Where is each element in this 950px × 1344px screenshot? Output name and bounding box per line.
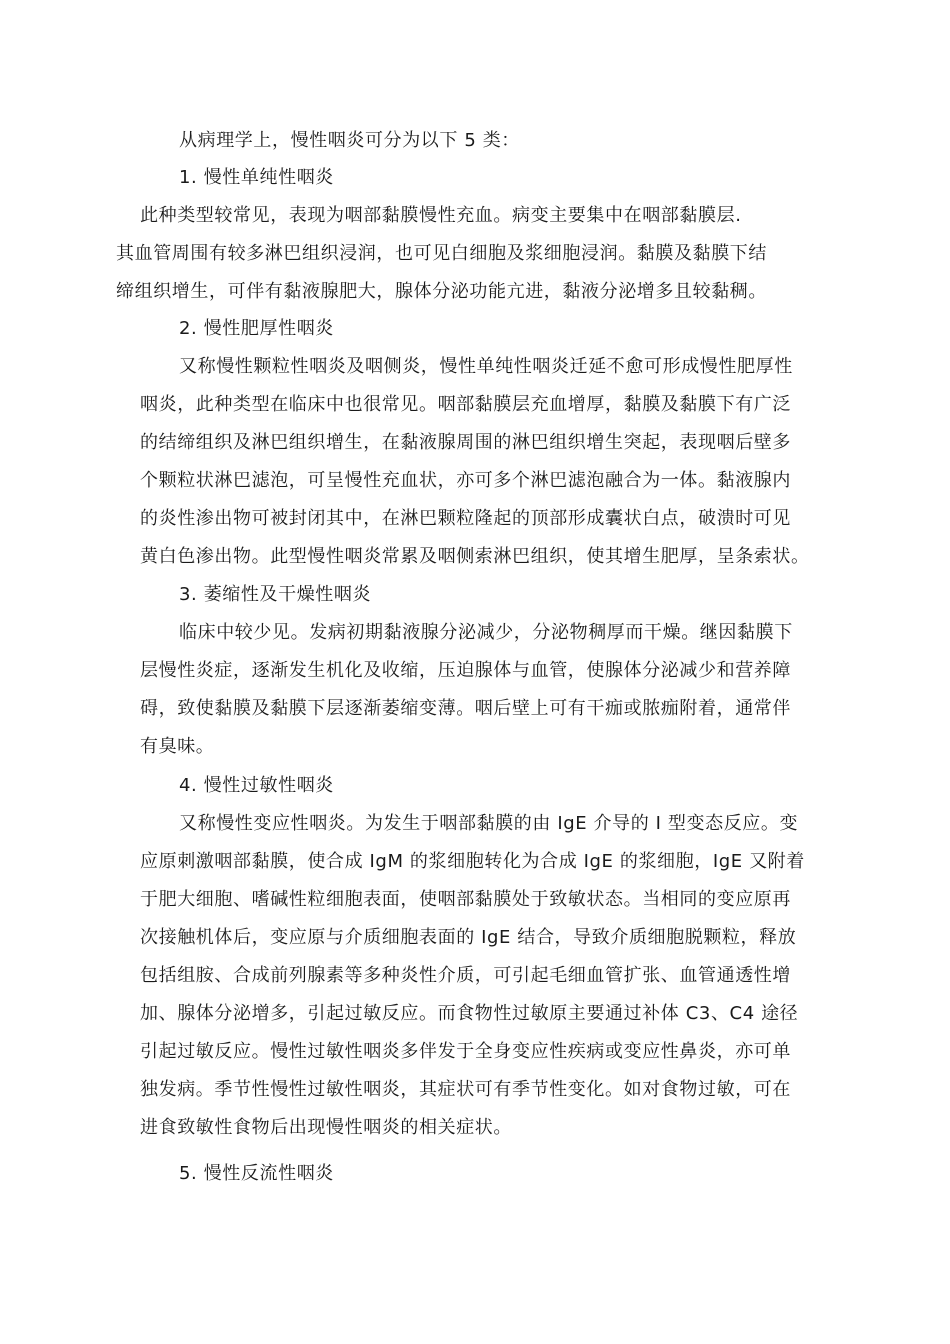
paragraph-line: 此种类型较常见，表现为咽部黏膜慢性充血。病变主要集中在咽部黏膜层. [140, 205, 742, 226]
paragraph-line: 进食致敏性食物后出现慢性咽炎的相关症状。 [140, 1117, 512, 1138]
paragraph-line: 的结缔组织及淋巴组织增生，在黏液腺周围的淋巴组织增生突起，表现咽后壁多 [140, 432, 791, 453]
paragraph-line: 次接触机体后，变应原与介质细胞表面的 IgE 结合，导致介质细胞脱颗粒，释放 [140, 927, 797, 948]
paragraph-line: 碍，致使黏膜及黏膜下层逐渐萎缩变薄。咽后壁上可有干痂或脓痂附着，通常伴 [140, 698, 791, 719]
paragraph-line: 咽炎，此种类型在临床中也很常见。咽部黏膜层充血增厚，黏膜及黏膜下有广泛 [140, 394, 791, 415]
section-heading-3: 3. 萎缩性及干燥性咽炎 [179, 584, 372, 605]
intro-paragraph: 从病理学上，慢性咽炎可分为以下 5 类： [179, 130, 520, 151]
section-heading-1: 1. 慢性单纯性咽炎 [179, 167, 334, 188]
paragraph-line: 临床中较少见。发病初期黏液腺分泌减少，分泌物稠厚而干燥。继因黏膜下 [179, 622, 793, 643]
section-heading-4: 4. 慢性过敏性咽炎 [179, 775, 334, 796]
paragraph-line: 包括组胺、合成前列腺素等多种炎性介质，可引起毛细血管扩张、血管通透性增 [140, 965, 791, 986]
paragraph-line: 又称慢性颗粒性咽炎及咽侧炎，慢性单纯性咽炎迁延不愈可形成慢性肥厚性 [179, 356, 793, 377]
paragraph-line: 层慢性炎症，逐渐发生机化及收缩，压迫腺体与血管，使腺体分泌减少和营养障 [140, 660, 791, 681]
paragraph-line: 应原刺激咽部黏膜，使合成 IgM 的浆细胞转化为合成 IgE 的浆细胞，IgE 又附着 [140, 851, 805, 872]
paragraph-line: 引起过敏反应。慢性过敏性咽炎多伴发于全身变应性疾病或变应性鼻炎，亦可单 [140, 1041, 791, 1062]
paragraph-line: 的炎性渗出物可被封闭其中，在淋巴颗粒隆起的顶部形成囊状白点，破溃时可见 [140, 508, 791, 529]
section-heading-5: 5. 慢性反流性咽炎 [179, 1163, 334, 1184]
paragraph-line: 缔组织增生，可伴有黏液腺肥大，腺体分泌功能亢进，黏液分泌增多且较黏稠。 [116, 281, 767, 302]
paragraph-line: 又称慢性变应性咽炎。为发生于咽部黏膜的由 IgE 介导的 I 型变态反应。变 [179, 813, 799, 834]
paragraph-line: 个颗粒状淋巴滤泡，可呈慢性充血状，亦可多个淋巴滤泡融合为一体。黏液腺内 [140, 470, 791, 491]
paragraph-line: 黄白色渗出物。此型慢性咽炎常累及咽侧索淋巴组织，使其增生肥厚，呈条索状。 [140, 546, 810, 567]
section-heading-2: 2. 慢性肥厚性咽炎 [179, 318, 334, 339]
paragraph-line: 有臭味。 [140, 736, 215, 757]
paragraph-line: 其血管周围有较多淋巴组织浸润，也可见白细胞及浆细胞浸润。黏膜及黏膜下结 [116, 243, 767, 264]
paragraph-line: 于肥大细胞、嗜碱性粒细胞表面，使咽部黏膜处于致敏状态。当相同的变应原再 [140, 889, 791, 910]
paragraph-line: 加、腺体分泌增多，引起过敏反应。而食物性过敏原主要通过补体 C3、C4 途径 [140, 1003, 799, 1024]
paragraph-line: 独发病。季节性慢性过敏性咽炎，其症状可有季节性变化。如对食物过敏，可在 [140, 1079, 791, 1100]
